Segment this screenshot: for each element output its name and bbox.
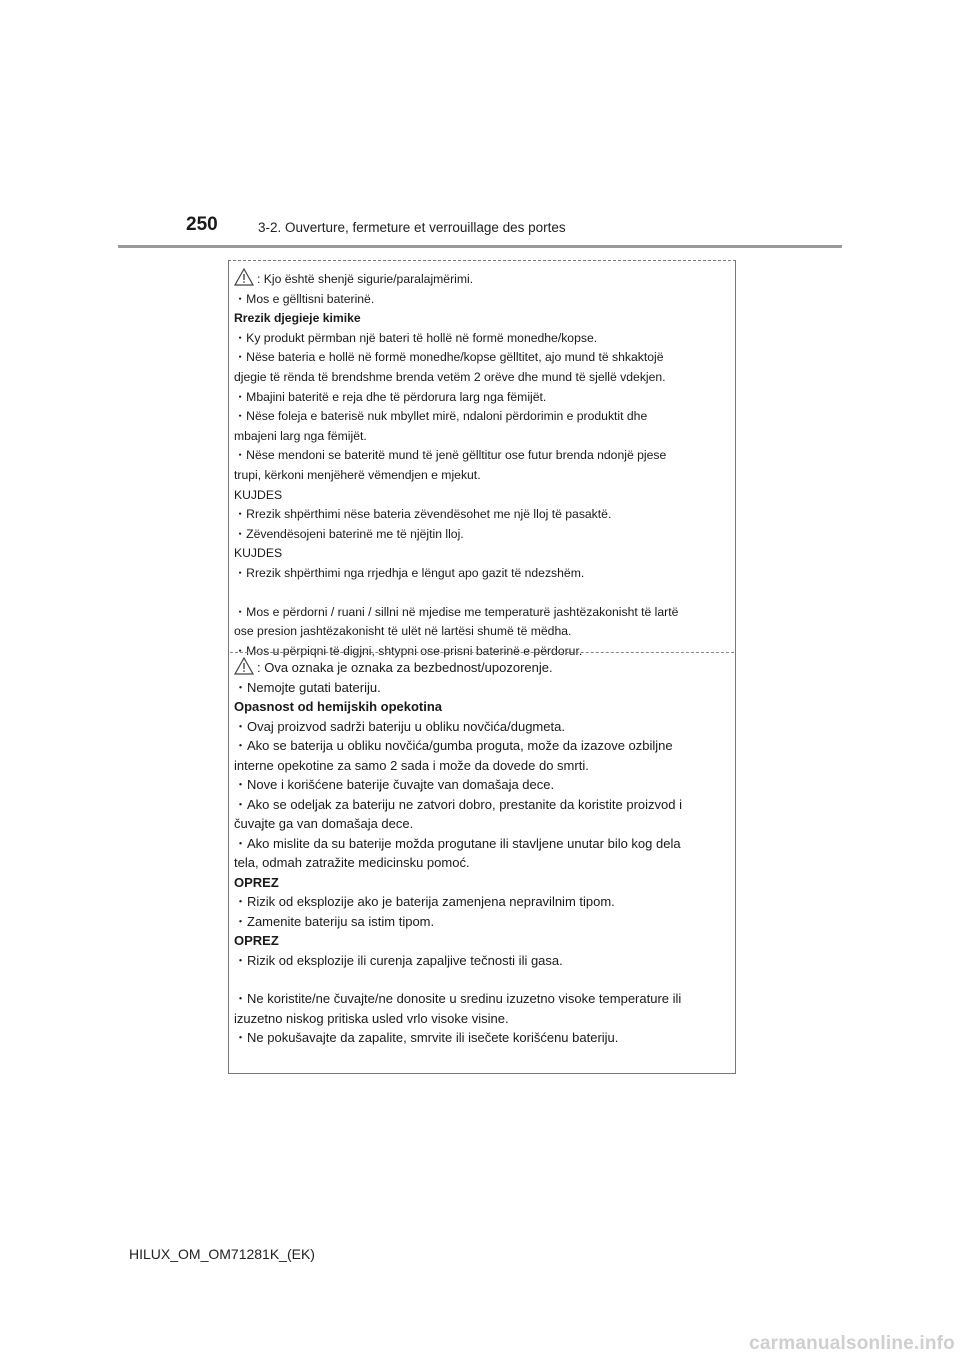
albanian-line: ・Mos u përpiqni të digjni, shtypni ose prisni baterinë e përdorur. xyxy=(234,643,583,658)
section-title: 3-2. Ouverture, fermeture et verrouillage des portes xyxy=(258,220,566,235)
albanian-line: ・Nëse mendoni se bateritë mund të jenë gëlltitur ose futur brenda ndonjë pjese xyxy=(234,448,667,463)
albanian-warning-block xyxy=(234,268,726,661)
serbian-line: ・Ovaj proizvod sadrži bateriju u obliku novčića/dugmeta. xyxy=(234,718,565,734)
serbian-line: interne opekotine za samo 2 sada i može da dovede do smrti. xyxy=(234,757,589,773)
spacer xyxy=(234,970,726,989)
albanian-line: ・Mos e përdorni / ruani / sillni në mjedise me temperaturë jashtëzakonisht të lartë xyxy=(234,604,679,619)
serbian-line: ・Rizik od eksplozije ako je baterija zamenjena nepravilnim tipom. xyxy=(234,894,615,909)
albanian-line: trupi, kërkoni menjëherë vëmendjen e mjekut. xyxy=(234,467,481,482)
serbian-line: ・Ne koristite/ne čuvajte/ne donosite u sredinu izuzetno visoke temperature ili xyxy=(234,991,682,1006)
albanian-line: mbajeni larg nga fëmijët. xyxy=(234,428,367,443)
albanian-line: ・Mbajini bateritë e reja dhe të përdorura larg nga fëmijët. xyxy=(234,389,547,404)
albanian-title-text: : Kjo është shenjë sigurie/paralajmërimi. xyxy=(257,272,474,286)
warning-triangle-icon xyxy=(234,268,254,286)
warning-triangle-icon xyxy=(234,657,254,675)
serbian-line: čuvajte ga van domašaja dece. xyxy=(234,816,414,831)
albanian-line: ・Zëvendësojeni baterinë me të njëjtin lloj. xyxy=(234,526,464,541)
albanian-line: ・Mos e gëlltisni baterinë. xyxy=(234,291,375,306)
albanian-line: ・Ky produkt përmban një bateri të hollë në formë monedhe/kopse. xyxy=(234,330,598,345)
albanian-caution-heading: KUJDES xyxy=(234,546,283,561)
watermark: carmanualsonline.info xyxy=(749,1333,955,1354)
albanian-line: ose presion jashtëzakonisht të ulët në lartësi shumë të mëdha. xyxy=(234,624,572,639)
serbian-title-line xyxy=(234,657,726,678)
serbian-line: ・Rizik od eksplozije ili curenja zapaljive tečnosti ili gasa. xyxy=(234,952,563,968)
albanian-title-line xyxy=(234,268,726,290)
albanian-heading: Rrezik djegieje kimike xyxy=(234,311,361,326)
serbian-line: ・Ne pokušavajte da zapalite, smrvite ili isečete korišćenu bateriju. xyxy=(234,1030,619,1045)
albanian-line: djegie të rënda të brendshme brenda vetëm 2 orëve dhe mund të sjellë vdekjen. xyxy=(234,369,666,384)
serbian-heading: Opasnost od hemijskih opekotina xyxy=(234,699,443,714)
page-number: 250 xyxy=(186,214,218,235)
serbian-line: ・Ako mislite da su baterije možda progutane ili stavljene unutar bilo kog dela xyxy=(234,835,681,851)
albanian-line: ・Nëse bateria e hollë në formë monedhe/kopse gëlltitet, ajo mund të shkaktojë xyxy=(234,350,664,365)
serbian-line: tela, odmah zatražite medicinsku pomoć. xyxy=(234,855,470,870)
serbian-title-text: : Ova oznaka je oznaka za bezbednost/upozorenje. xyxy=(257,660,553,675)
section-divider xyxy=(230,652,734,653)
albanian-line: ・Nëse foleja e baterisë nuk mbyllet mirë, ndaloni përdorimin e produktit dhe xyxy=(234,409,648,424)
serbian-line: ・Ako se baterija u obliku novčića/gumba proguta, može da izazove ozbiljne xyxy=(234,738,673,753)
albanian-line: ・Rrezik shpërthimi nga rrjedhja e lëngut apo gazit të ndezshëm. xyxy=(234,565,585,580)
serbian-line: ・Ako se odeljak za bateriju ne zatvori dobro, prestanite da koristite proizvod i xyxy=(234,796,683,812)
serbian-line: ・Zamenite bateriju sa istim tipom. xyxy=(234,913,435,929)
serbian-line: ・Nove i korišćene baterije čuvajte van domašaja dece. xyxy=(234,777,555,792)
spacer xyxy=(234,584,726,603)
serbian-warning-block xyxy=(234,657,726,1048)
serbian-caution-heading: OPREZ xyxy=(234,933,279,948)
header-rule xyxy=(118,245,842,248)
document-code: HILUX_OM_OM71281K_(EK) xyxy=(129,1246,315,1262)
serbian-caution-heading: OPREZ xyxy=(234,874,279,890)
serbian-line: izuzetno niskog pritiska usled vrlo visoke visine. xyxy=(234,1010,509,1026)
albanian-caution-heading: KUJDES xyxy=(234,487,283,502)
serbian-line: ・Nemojte gutati bateriju. xyxy=(234,679,381,695)
albanian-line: ・Rrezik shpërthimi nëse bateria zëvendësohet me një lloj të pasaktë. xyxy=(234,507,612,522)
